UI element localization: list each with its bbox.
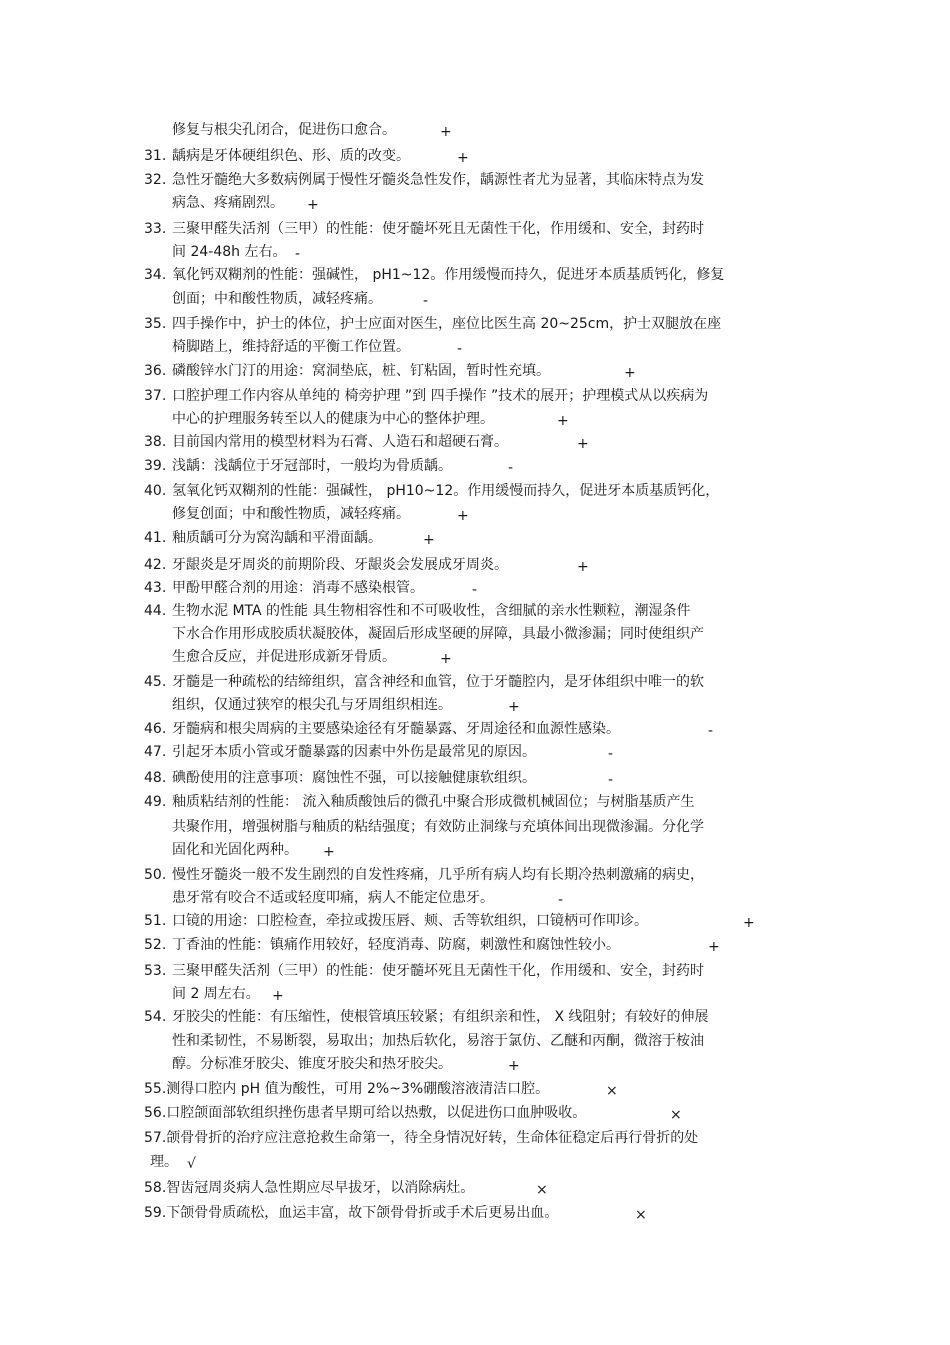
question-text: 性和柔韧性，不易断裂，易取出；加热后软化，易溶于氯仿、乙醚和丙酮，微溶于桉油	[172, 1033, 704, 1049]
answer-mark: +	[457, 150, 469, 166]
question-text: 氧化钙双糊剂的性能：强碱性， pH1~12。作用缓慢而持久，促进牙本质基质钙化，修复	[172, 267, 725, 283]
question-text: 下水合作用形成胶质状凝胶体，凝固后形成坚硬的屏障，具最小微渗漏；同时使组织产	[172, 626, 704, 642]
question-number: 33.	[144, 221, 167, 237]
question-number: 38.	[144, 434, 167, 450]
question-number: 40.	[144, 483, 167, 499]
answer-mark: +	[624, 365, 636, 381]
question-line	[144, 481, 719, 501]
question-text: 口腔护理工作内容从单纯的 椅旁护理 ”到 四手操作 ”技术的展开；护理模式从以疾病为	[172, 388, 709, 404]
answer-mark: √	[187, 1156, 196, 1172]
question-text: 患牙常有咬合不适或轻度叩痛，病人不能定位患牙。	[172, 890, 494, 906]
question-number: 54.	[144, 1009, 167, 1025]
question-number: 52.	[144, 937, 167, 953]
question-text: 59.下颌骨骨质疏松，血运丰富，故下颌骨骨折或手术后更易出血。	[144, 1205, 559, 1221]
question-text: 慢性牙髓炎一般不发生剧烈的自发性疼痛，几乎所有病人均有长期冷热刺激痛的病史，	[172, 867, 704, 883]
question-number: 48.	[144, 770, 167, 786]
question-number: 44.	[144, 603, 167, 619]
question-number: 31.	[144, 148, 167, 164]
answer-mark: ×	[536, 1182, 548, 1198]
answer-mark: +	[577, 559, 589, 575]
question-text: 醇。分标准牙胶尖、锥度牙胶尖和热牙胶尖。	[172, 1056, 452, 1072]
question-text: 修复创面；中和酸性物质，减轻疼痛。	[172, 506, 410, 522]
question-text: 釉质粘结剂的性能： 流入釉质酸蚀后的微孔中聚合形成微机械固位；与树脂基质产生	[172, 794, 695, 810]
answer-mark: +	[440, 651, 452, 667]
answer-mark: -	[508, 460, 514, 476]
question-line	[144, 1054, 452, 1074]
question-text: 牙胶尖的性能：有压缩性，使根管填压较紧；有组织亲和性， X 线阻射；有较好的伸展	[172, 1009, 709, 1025]
answer-mark: -	[608, 772, 614, 788]
answer-mark: +	[457, 508, 469, 524]
question-line	[144, 601, 690, 621]
question-line	[144, 120, 396, 140]
question-line	[144, 1103, 586, 1123]
answer-mark: ×	[606, 1083, 618, 1099]
question-line	[150, 1152, 178, 1172]
question-text: 磷酸锌水门汀的用途：窝洞垫底，桩、钉粘固，暂时性充填。	[172, 363, 550, 379]
question-line	[144, 647, 396, 667]
question-number: 46.	[144, 721, 167, 737]
answer-mark: +	[508, 699, 520, 715]
question-line	[144, 578, 424, 598]
question-line	[144, 265, 724, 285]
question-line	[144, 456, 452, 476]
question-line	[144, 1007, 709, 1027]
question-number: 34.	[144, 267, 167, 283]
question-line	[144, 314, 721, 334]
question-text: 固化和光固化两种。	[172, 842, 298, 858]
question-number: 36.	[144, 363, 167, 379]
question-line	[144, 984, 260, 1004]
question-line	[144, 170, 704, 190]
question-text: 丁香油的性能：镇痛作用较好，轻度消毒、防腐，刺激性和腐蚀性较小。	[172, 937, 620, 953]
question-line	[144, 242, 286, 262]
question-text: 浅龋：浅龋位于牙冠部时，一般均为骨质龋。	[172, 458, 452, 474]
answer-mark: -	[608, 746, 614, 762]
answer-mark: +	[708, 939, 720, 955]
answer-mark: +	[577, 436, 589, 452]
answer-mark: +	[557, 413, 569, 429]
question-text: 氢氧化钙双糊剂的性能：强碱性， pH10~12。作用缓慢而持久，促进牙本质基质钙化，	[172, 483, 720, 499]
question-number: 41.	[144, 530, 167, 546]
question-number: 45.	[144, 674, 167, 690]
question-number: 32.	[144, 172, 167, 188]
question-number: 51.	[144, 913, 167, 929]
question-text: 四手操作中，护士的体位，护士应面对医生，座位比医生高 20~25cm，护士双腿放在座	[172, 316, 722, 332]
question-number: 50.	[144, 867, 167, 883]
answer-mark: -	[708, 723, 714, 739]
question-number: 43.	[144, 580, 167, 596]
question-text: 55.测得口腔内 pH 值为酸性，可用 2%~3%硼酸溶液清洁口腔。	[144, 1081, 550, 1097]
question-text: 急性牙髓绝大多数病例属于慢性牙髓炎急性发作，龋源性者尤为显著，其临床特点为发	[172, 172, 704, 188]
question-text: 牙髓是一种疏松的结缔组织，富含神经和血管，位于牙髓腔内，是牙体组织中唯一的软	[172, 674, 704, 690]
question-text: 龋病是牙体硬组织色、形、质的改变。	[172, 148, 410, 164]
answer-mark: -	[457, 341, 463, 357]
answer-mark: +	[743, 915, 755, 931]
question-line	[144, 792, 694, 812]
question-line	[144, 840, 298, 860]
question-line	[144, 219, 704, 239]
question-text: 共聚作用，增强树脂与釉质的粘结强度；有效防止洞缘与充填体间出现微渗漏。分化学	[172, 819, 704, 835]
question-line	[144, 361, 550, 381]
question-number: 53.	[144, 963, 167, 979]
question-number: 42.	[144, 557, 167, 573]
answer-mark: -	[423, 293, 429, 309]
question-text: 病急、疼痛剧烈。	[172, 195, 284, 211]
question-text: 修复与根尖孔闭合，促进伤口愈合。	[172, 122, 396, 138]
question-text: 生愈合反应，并促进形成新牙骨质。	[172, 649, 396, 665]
question-text: 生物水泥 MTA 的性能 具生物相容性和不可吸收性，含细腻的亲水性颗粒，潮湿条件	[172, 603, 691, 619]
question-line	[144, 504, 410, 524]
question-line	[144, 528, 382, 548]
question-number: 37.	[144, 388, 167, 404]
question-text: 间 2 周左右。	[172, 986, 260, 1002]
question-line	[144, 432, 508, 452]
question-text: 牙髓病和根尖周病的主要感染途径有牙髓暴露、牙周途径和血源性感染。	[172, 721, 620, 737]
question-line	[144, 386, 708, 406]
question-text: 组织，仅通过狭窄的根尖孔与牙周组织相连。	[172, 697, 452, 713]
question-line	[144, 289, 382, 309]
question-line	[144, 555, 508, 575]
question-number: 49.	[144, 794, 167, 810]
question-text: 甲酚甲醛合剂的用途：消毒不感染根管。	[172, 580, 424, 596]
question-line	[144, 146, 410, 166]
answer-mark: -	[558, 892, 564, 908]
question-line	[144, 768, 536, 788]
question-line	[144, 695, 452, 715]
question-line	[144, 624, 704, 644]
question-number: 35.	[144, 316, 167, 332]
question-text: 椅脚踏上，维持舒适的平衡工作位置。	[172, 339, 410, 355]
question-text: 理。	[150, 1154, 178, 1170]
question-line	[144, 935, 620, 955]
question-line	[144, 817, 704, 837]
question-text: 创面；中和酸性物质，减轻疼痛。	[172, 291, 382, 307]
question-line	[144, 1178, 474, 1198]
answer-mark: +	[307, 197, 319, 213]
question-text: 间 24-48h 左右。	[172, 244, 287, 260]
question-text: 56.口腔颌面部软组织挫伤患者早期可给以热敷，以促进伤口血肿吸收。	[144, 1105, 587, 1121]
question-line	[144, 1079, 549, 1099]
answer-mark: ×	[670, 1107, 682, 1123]
question-text: 三聚甲醛失活剂（三甲）的性能：使牙髓坏死且无菌性干化，作用缓和、安全，封药时	[172, 221, 704, 237]
question-text: 57.颌骨骨折的治疗应注意抢救生命第一，待全身情况好转，生命体征稳定后再行骨折的处	[144, 1130, 699, 1146]
question-line	[144, 409, 494, 429]
question-line	[144, 1203, 558, 1223]
question-line	[144, 1031, 704, 1051]
question-text: 引起牙本质小管或牙髓暴露的因素中外伤是最常见的原因。	[172, 744, 536, 760]
question-number: 39.	[144, 458, 167, 474]
question-text: 三聚甲醛失活剂（三甲）的性能：使牙髓坏死且无菌性干化，作用缓和、安全，封药时	[172, 963, 704, 979]
question-text: 碘酚使用的注意事项：腐蚀性不强，可以接触健康软组织。	[172, 770, 536, 786]
answer-mark: ×	[635, 1207, 647, 1223]
question-line	[144, 337, 410, 357]
question-line	[144, 719, 620, 739]
question-line	[144, 865, 704, 885]
question-line	[144, 888, 494, 908]
question-text: 58.智齿冠周炎病人急性期应尽早拔牙，以消除病灶。	[144, 1180, 475, 1196]
answer-mark: +	[272, 988, 284, 1004]
question-text: 中心的护理服务转至以人的健康为中心的整体护理。	[172, 411, 494, 427]
question-line	[144, 911, 648, 931]
question-line	[144, 1128, 698, 1148]
question-text: 目前国内常用的模型材料为石膏、人造石和超硬石膏。	[172, 434, 508, 450]
question-text: 牙龈炎是牙周炎的前期阶段、牙龈炎会发展成牙周炎。	[172, 557, 508, 573]
answer-mark: +	[508, 1058, 520, 1074]
answer-mark: -	[472, 582, 478, 598]
answer-mark: +	[440, 124, 452, 140]
question-number: 47.	[144, 744, 167, 760]
answer-mark: +	[423, 532, 435, 548]
question-line	[144, 961, 704, 981]
question-line	[144, 672, 704, 692]
question-line	[144, 193, 284, 213]
question-text: 釉质龋可分为窝沟龋和平滑面龋。	[172, 530, 382, 546]
question-line	[144, 742, 536, 762]
answer-mark: +	[323, 844, 335, 860]
question-text: 口镜的用途：口腔检查，牵拉或拨压唇、颊、舌等软组织，口镜柄可作叩诊。	[172, 913, 648, 929]
answer-mark: -	[295, 246, 301, 262]
